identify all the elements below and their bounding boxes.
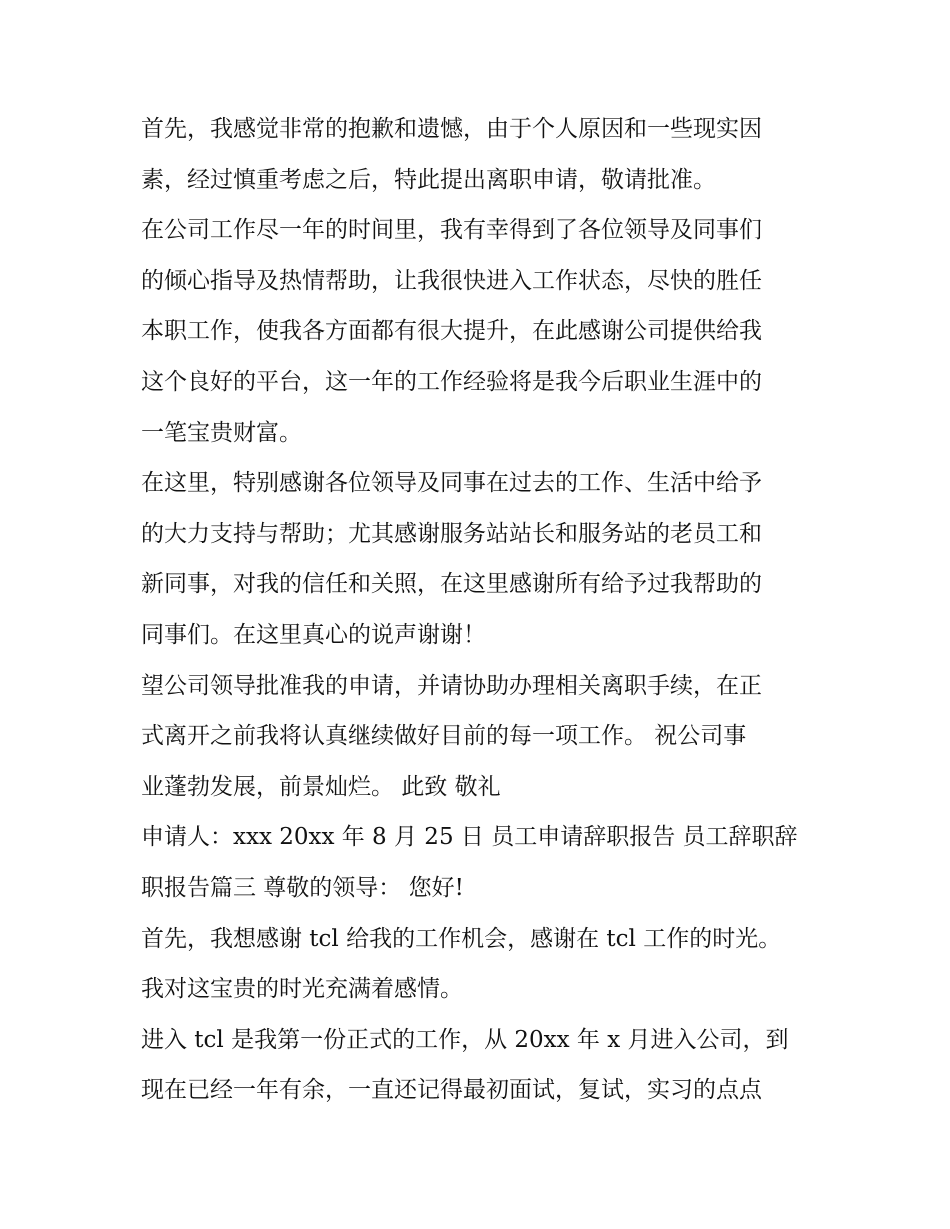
- paragraph-signature-heading: [141, 812, 821, 913]
- text-line: 本职工作，使我各方面都有很大提升，在此感谢公司提供给我: [141, 318, 762, 345]
- text-line: 的大力支持与帮助；尤其感谢服务站站长和服务站的老员工和: [141, 520, 762, 547]
- text-line: 首先，我感觉非常的抱歉和遗憾，由于个人原因和一些现实因: [141, 116, 762, 142]
- text-line: 同事们。在这里真心的说声谢谢！: [141, 621, 486, 648]
- text-line: 的倾心指导及热情帮助，让我很快进入工作状态，尽快的胜任: [141, 267, 762, 294]
- text-line: 业蓬勃发展，前景灿烂。 此致 敬礼: [141, 773, 501, 800]
- paragraph-gratitude-company: [141, 205, 821, 458]
- text-line: 式离开之前我将认真继续做好目前的每一项工作。 祝公司事: [141, 723, 747, 750]
- text-line: 在公司工作尽一年的时间里，我有幸得到了各位领导及同事们: [141, 217, 762, 244]
- text-line: 我对这宝贵的时光充满着感情。: [141, 976, 463, 1003]
- text-line: 进入 tcl 是我第一份正式的工作，从 20xx 年 x 月进入公司，到: [141, 1026, 789, 1053]
- paragraph-first-job: [141, 1015, 821, 1116]
- text-line: 首先，我想感谢 tcl 给我的工作机会，感谢在 tcl 工作的时光。: [141, 925, 782, 952]
- document-body: [141, 104, 821, 1116]
- text-line: 新同事，对我的信任和关照，在这里感谢所有给予过我帮助的: [141, 571, 762, 598]
- text-line: 望公司领导批准我的申请，并请协助办理相关离职手续，在正: [141, 672, 762, 699]
- text-line: 这个良好的平台，这一年的工作经验将是我今后职业生涯中的: [141, 368, 762, 395]
- paragraph-apology: [141, 104, 821, 205]
- text-line: 在这里，特别感谢各位领导及同事在过去的工作、生活中给予: [141, 470, 762, 497]
- text-line: 职报告篇三 尊敬的领导： 您好!: [141, 874, 464, 901]
- text-line: 现在已经一年有余，一直还记得最初面试，复试，实习的点点: [141, 1077, 762, 1104]
- paragraph-request-approval: [141, 661, 821, 813]
- paragraph-thanks-colleagues: [141, 458, 821, 660]
- text-line: 申请人：xxx 20xx 年 8 月 25 日 员工申请辞职报告 员工辞职辞: [141, 824, 798, 851]
- text-line: 素，经过慎重考虑之后，特此提出离职申请，敬请批准。: [141, 166, 716, 193]
- text-line: 一笔宝贵财富。: [141, 419, 302, 446]
- paragraph-thanks-tcl: [141, 914, 821, 1015]
